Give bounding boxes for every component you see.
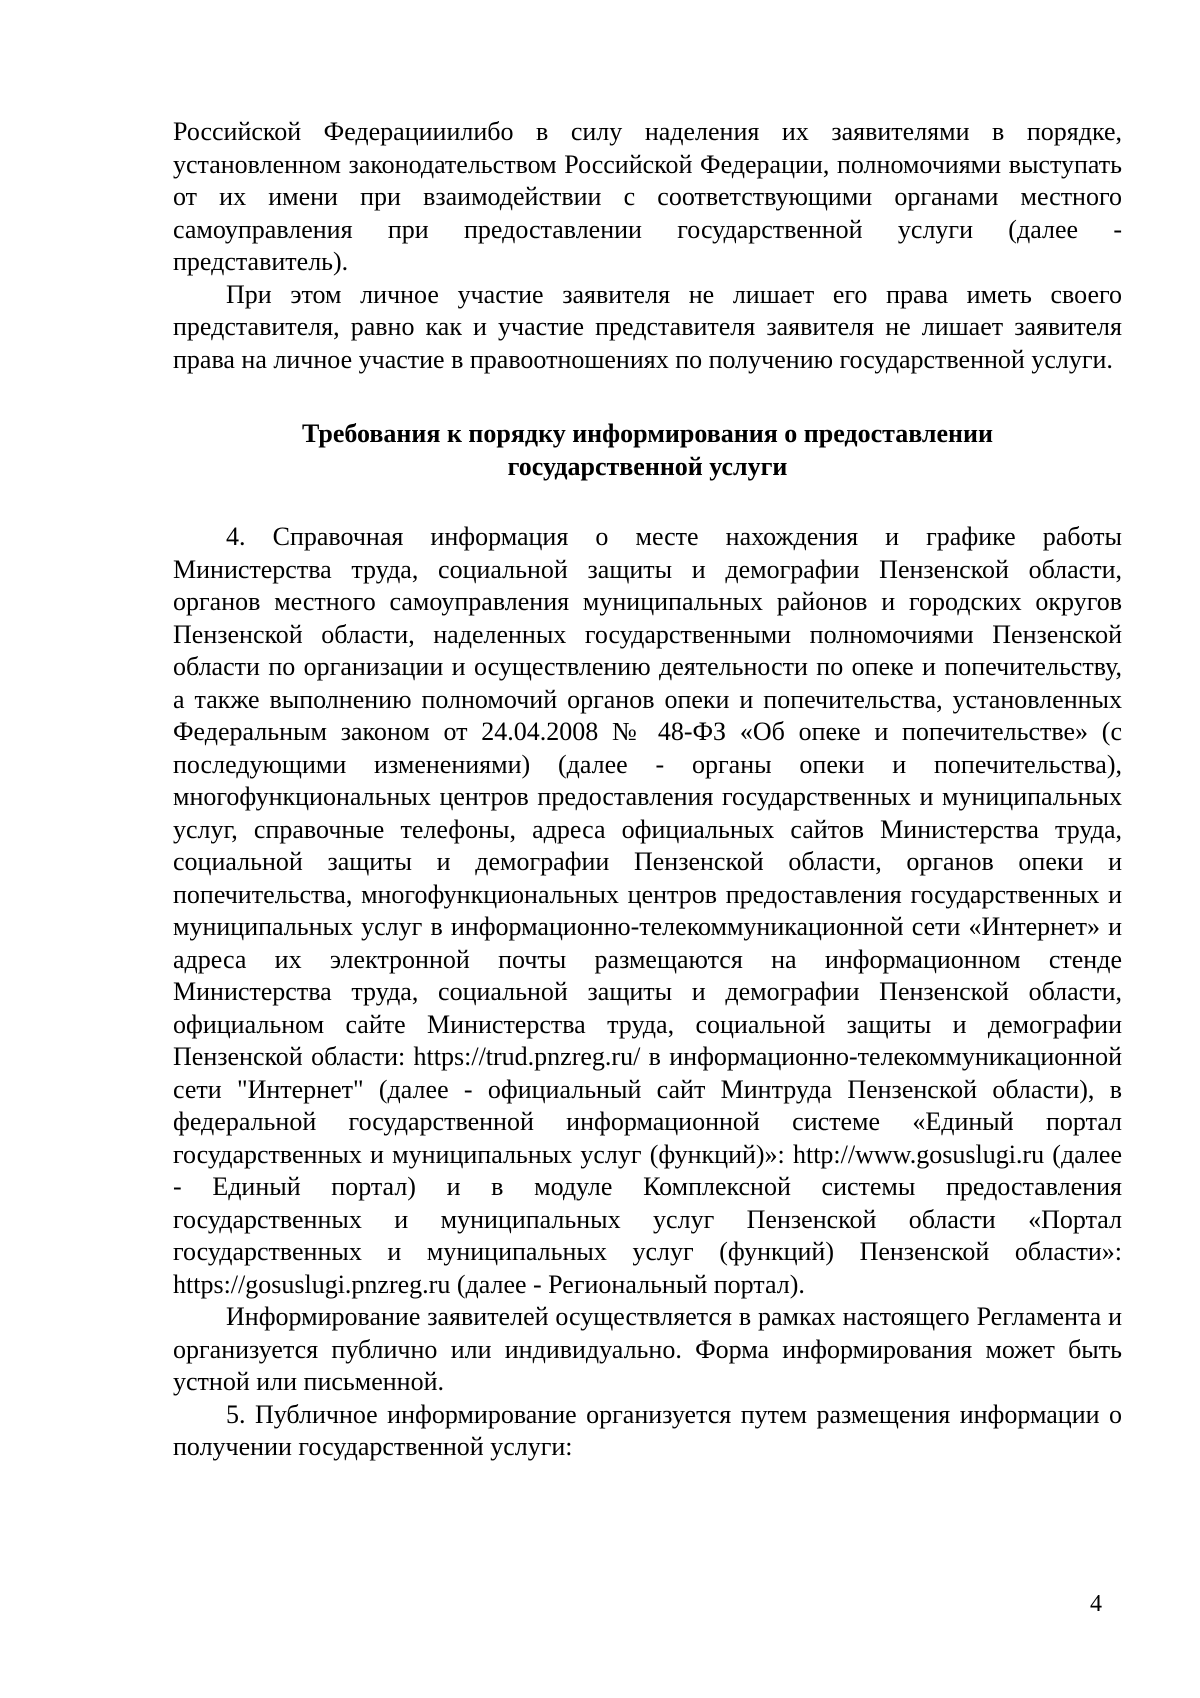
paragraph-informing: Информирование заявителей осуществляется в рамках настоящего Регламента и организуется публично или индивидуально. Форма информирования может быть устной или письменной.	[173, 1302, 1122, 1396]
paragraph-item-5: 5. Публичное информирование организуется путем размещения информации о получении государственной услуги:	[173, 1399, 1122, 1461]
section-heading	[173, 418, 1122, 483]
paragraph-personal-participation: При этом личное участие заявителя не лишает его права иметь своего представителя, равно как и участие представителя заявителя не лишает заявителя права на личное участие в правоотношениях по получению государственной услуги.	[173, 279, 1122, 374]
section-heading-line-1: Требования к порядку информирования о предоставлении	[302, 419, 993, 448]
section-heading-line-2: государственной услуги	[507, 451, 788, 481]
document-body	[173, 116, 1122, 1464]
page-number: 4	[1090, 1591, 1102, 1617]
paragraph-representative: Российской Федерацииилибо в силу наделения их заявителями в порядке, установленном законодательством Российской Федерации, полномочиями выступать от их имени при взаимодействии с соответствующими органами местного самоуправления при предоставлении государственной услуги (далее - представитель).	[173, 117, 1122, 276]
paragraph-item-4: 4. Справочная информация о месте нахождения и графике работы Министерства труда, социальной защиты и демографии Пензенской области, органов местного самоуправления муниципальных районов и городских округов Пензенской области, наделенных государственными полномочиями Пензенской области по организации и осуществлению деятельности по опеке и попечительству, а также выполнению полномочий органов опеки и попечительства, установленных Федеральным законом от 24.04.2008 № 48-ФЗ «Об опеке и попечительстве» (с последующими изменениями) (далее - органы опеки и попечительства), многофункциональных центров предоставления государственных и муниципальных услуг, справочные телефоны, адреса официальных сайтов Министерства труда, социальной защиты и демографии Пензенской области, органов опеки и попечительства, многофункциональных центров предоставления государственных и муниципальных услуг в информационно-телекоммуникационной сети «Интернет» и адреса их электронной почты размещаются на информационном стенде Министерства труда, социальной защиты и демографии Пензенской области, официальном сайте Министерства труда, социальной защиты и демографии Пензенской области: https://trud.pnzreg.ru/ в информационно-телекоммуникационной сети "Интернет" (далее - официальный сайт Минтруда Пензенской области), в федеральной государственной информационной системе «Единый портал государственных и муниципальных услуг (функций)»: http://www.gosuslugi.ru (далее - Единый портал) и в модуле Комплексной системы предоставления государственных и муниципальных услуг Пензенской области «Портал государственных и муниципальных услуг (функций) Пензенской области»: https://gosuslugi.pnzreg.ru (далее - Региональный портал).	[173, 522, 1122, 1299]
